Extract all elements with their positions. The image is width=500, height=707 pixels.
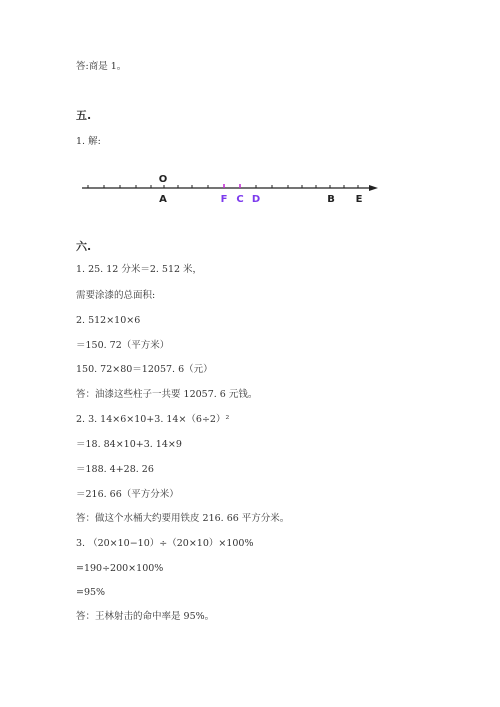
- label-B: B: [327, 194, 335, 205]
- solution-line: 答：油漆这些柱子一共要 12057. 6 元钱。: [76, 389, 258, 400]
- solution-line: 1. 25. 12 分米＝2. 512 米，: [76, 264, 203, 275]
- solution-line: 3. （20×10−10）÷（20×10）×100%: [76, 538, 254, 549]
- label-D: D: [251, 194, 261, 205]
- solution-line: 答：王林射击的命中率是 95%。: [76, 611, 215, 622]
- solution-line: 2. 3. 14×6×10+3. 14×（6÷2）²: [76, 414, 230, 425]
- q5-1-label: 1. 解:: [76, 136, 101, 147]
- section-6-title: 六.: [76, 240, 92, 253]
- solution-line: =190÷200×100%: [76, 563, 164, 574]
- label-A: A: [159, 194, 167, 205]
- q4-answer: 答:商是 1。: [76, 61, 127, 72]
- solution-line: 150. 72×80＝12057. 6（元）: [76, 364, 213, 375]
- solution-line: ＝216. 66（平方分米）: [76, 489, 179, 500]
- arrow-icon: [369, 185, 378, 191]
- solution-line: ＝150. 72（平方米）: [76, 340, 170, 351]
- solution-line: =95%: [76, 587, 106, 598]
- solution-line: ＝18. 84×10+3. 14×9: [76, 439, 182, 450]
- number-line-diagram: [78, 168, 383, 208]
- label-E: E: [355, 194, 363, 205]
- section-5-title: 五.: [76, 109, 92, 122]
- highlight-ticks: [224, 184, 240, 188]
- label-C: C: [236, 194, 244, 205]
- solution-line: 2. 512×10×6: [76, 315, 141, 326]
- solution-line: ＝188. 4+28. 26: [76, 464, 154, 475]
- solution-line: 需要涂漆的总面积:: [76, 290, 156, 301]
- label-O: O: [158, 174, 168, 185]
- solution-line: 答：做这个水桶大约要用铁皮 216. 66 平方分米。: [76, 513, 290, 524]
- label-F: F: [220, 194, 228, 205]
